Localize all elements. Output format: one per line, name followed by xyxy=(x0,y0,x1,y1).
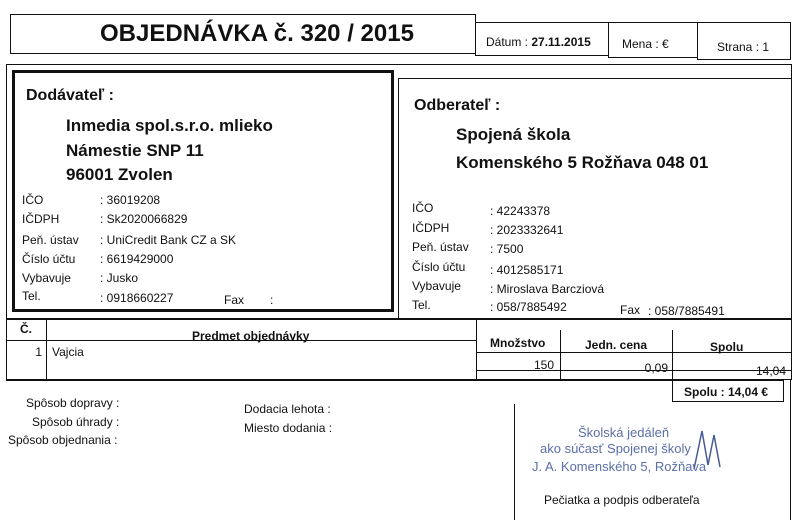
customer-bank-value: : 7500 xyxy=(490,242,524,256)
footer-top-line xyxy=(6,380,672,381)
table-divider-no xyxy=(46,318,47,380)
supplier-fax-label: Fax xyxy=(224,293,245,307)
supplier-contact-label: Vybavuje xyxy=(22,271,71,285)
customer-heading: Odberateľ : xyxy=(414,97,501,114)
customer-icdph-value: : 2023332641 xyxy=(490,223,564,237)
supplier-account-label: Číslo účtu xyxy=(22,252,76,266)
supplier-ico-value: : 36019208 xyxy=(100,193,161,207)
row-qty: 150 xyxy=(533,358,554,372)
supplier-contact-value: : Jusko xyxy=(100,271,139,285)
supplier-tel-value: : 0918660227 xyxy=(100,291,174,305)
delivery-place: Miesto dodania : xyxy=(244,421,333,435)
ordering-method: Spôsob objednania : xyxy=(8,433,118,447)
customer-bank-label: Peň. ústav xyxy=(412,240,469,254)
supplier-bank-value: : UniCredit Bank CZ a SK xyxy=(100,233,237,247)
currency: Mena : € xyxy=(622,37,669,51)
row-item: Vajcia xyxy=(52,345,84,359)
stamp-line-2: ako súčasť Spojenej školy xyxy=(540,441,691,456)
supplier-street: Námestie SNP 11 xyxy=(66,141,204,160)
col-header-subject: Predmet objednávky xyxy=(192,329,310,343)
customer-tel-label: Tel. xyxy=(412,298,431,312)
footer-signature-divider xyxy=(514,404,515,520)
table-divider-qty xyxy=(560,330,561,380)
table-divider-price xyxy=(672,330,673,380)
customer-fax-value: : 058/7885491 xyxy=(648,304,725,318)
date-label xyxy=(486,35,591,49)
col-header-price: Jedn. cena xyxy=(585,338,648,352)
grand-total: Spolu : 14,04 € xyxy=(684,385,769,399)
customer-icdph-label: IČDPH xyxy=(412,221,450,235)
stamp-line-1: Školská jedáleň xyxy=(578,425,670,440)
customer-tel-value: : 058/7885492 xyxy=(490,300,567,314)
customer-name: Spojená škola xyxy=(456,125,571,144)
customer-account-value: : 4012585171 xyxy=(490,263,564,277)
col-header-total: Spolu xyxy=(710,340,744,354)
page-title: OBJEDNÁVKA č. 320 / 2015 xyxy=(100,20,414,47)
page-number: Strana : 1 xyxy=(717,40,770,54)
supplier-city: 96001 Zvolen xyxy=(66,165,173,184)
customer-ico-label: IČO xyxy=(412,201,434,215)
row-total: 14,04 xyxy=(755,364,786,378)
customer-account-label: Číslo účtu xyxy=(412,260,466,274)
stamp-line-3: J. A. Komenského 5, Rožňava xyxy=(532,459,707,474)
table-header-line-right xyxy=(476,352,792,353)
supplier-icdph-value: : Sk2020066829 xyxy=(100,212,188,226)
col-header-no: Č. xyxy=(20,322,32,336)
signature-label: Pečiatka a podpis odberateľa xyxy=(544,493,700,507)
supplier-icdph-label: IČDPH xyxy=(22,212,60,226)
date-value: 27.11.2015 xyxy=(531,35,591,49)
date-label-text: Dátum : xyxy=(486,35,529,49)
supplier-fax-value: : xyxy=(270,293,274,307)
footer-right-border xyxy=(790,380,791,520)
col-header-qty: Množstvo xyxy=(490,336,546,350)
payment-method: Spôsob úhrady : xyxy=(32,415,120,429)
customer-contact-value: : Miroslava Barcziová xyxy=(490,282,605,296)
signature-mark xyxy=(690,425,730,475)
customer-contact-label: Vybavuje xyxy=(412,279,461,293)
row-no: 1 xyxy=(35,345,42,359)
customer-ico-value: : 42243378 xyxy=(490,204,551,218)
delivery-term: Dodacia lehota : xyxy=(244,402,331,416)
supplier-account-value: : 6619429000 xyxy=(100,252,174,266)
supplier-heading: Dodávateľ : xyxy=(26,87,114,104)
supplier-ico-label: IČO xyxy=(22,193,44,207)
row-price: 0,09 xyxy=(644,361,668,375)
supplier-bank-label: Peň. ústav xyxy=(22,233,79,247)
supplier-tel-label: Tel. xyxy=(22,289,41,303)
transport-method: Spôsob dopravy : xyxy=(26,396,120,410)
supplier-name: Inmedia spol.s.r.o. mlieko xyxy=(66,116,273,135)
customer-fax-label: Fax xyxy=(620,303,641,317)
customer-address: Komenského 5 Rožňava 048 01 xyxy=(456,153,709,172)
